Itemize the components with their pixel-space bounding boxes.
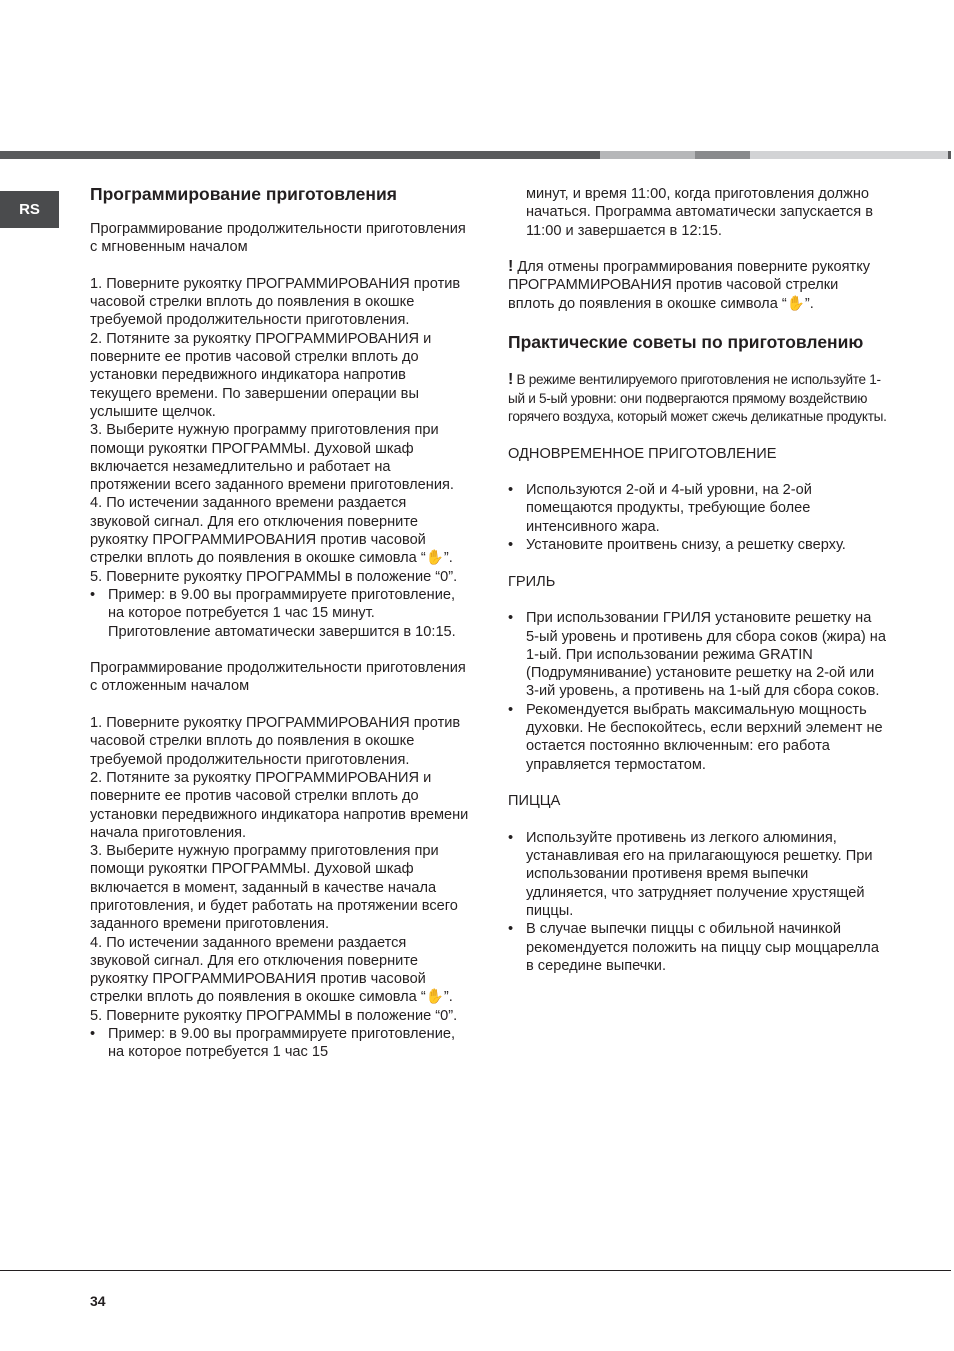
subheading-immediate: Программирование продолжительности приготовления с мгновенным началом (90, 221, 466, 256)
grill-item-2: • Рекомендуется выбрать максимальную мощность духовки. Не беспокойтесь, если верхний элемент не остается постоянно включенным: его работа управляется термостатом. (508, 701, 888, 774)
grill-item-1: • При использовании ГРИЛЯ установите решетку на 5-ый уровень и противень для сбора соков (жира) на 1-ый. При использовании режима GRATIN (Подрумянивание) установите решетку на 2-ой или 3-ий уровень, а противень на 1-ый для сбора соков. (508, 609, 888, 700)
cancel-note-text: Для отмены программирования поверните рукоятку ПРОГРАММИРОВАНИЯ против часовой стрелки вплоть до появления в окошке символа “✋”. (508, 259, 871, 312)
immediate-step-4: 4. По истечении заданного времени раздается звуковой сигнал. Для его отключения поверните рукоятку ПРОГРАММИРОВАНИЯ против часовой стрелки вплоть до появления в окошке симовла “✋”. (90, 495, 453, 567)
header-bar-light-2 (750, 151, 948, 159)
delayed-example-continued: минут, и время 11:00, когда приготовления должно начаться. Программа автоматически запускается в 11:00 и завершается в 12:15. (526, 186, 873, 239)
subheading-delayed: Программирование продолжительности приготовления с отложенным началом (90, 660, 466, 695)
delayed-step-1: 1. Поверните рукоятку ПРОГРАММИРОВАНИЯ против часовой стрелки вплоть до появления в окошке требуемой продолжительности приготовления. (90, 715, 461, 768)
header-bar-light (600, 151, 695, 159)
delayed-example-start: • Пример: в 9.00 вы программируете приготовление, на которое потребуется 1 час 15 (90, 1025, 470, 1062)
right-column (508, 185, 888, 975)
header-bar-mid (695, 151, 750, 159)
pizza-item-2: • В случае выпечки пиццы с обильной начинкой рекомендуется положить на пиццу сыр моццарелла в середине выпечки. (508, 920, 888, 975)
immediate-step-5: 5. Поверните рукоятку ПРОГРАММЫ в положение “0”. (90, 568, 458, 585)
warning-mark: ! (508, 371, 514, 389)
section-title-tips: Практические советы по приготовлению (508, 332, 864, 353)
immediate-example: • Пример: в 9.00 вы программируете приготовление, на которое потребуется 1 час 15 минут. Приготовление автоматически завершится в 10:15. (90, 586, 470, 641)
header-bar-dark (0, 151, 600, 159)
delayed-step-4: 4. По истечении заданного времени раздается звуковой сигнал. Для его отключения поверните рукоятку ПРОГРАММИРОВАНИЯ против часовой стрелки вплоть до появления в окошке симовла “✋”. (90, 934, 453, 1006)
fan-note (508, 371, 888, 426)
warning-mark: ! (508, 258, 514, 276)
immediate-step-2: 2. Потяните за рукоятку ПРОГРАММИРОВАНИЯ и поверните ее против часовой стрелки вплоть до установки передвижного индикатора напротив текущего времени. По завершении операции вы услышите щелчок. (90, 330, 432, 420)
delayed-step-2: 2. Потяните за рукоятку ПРОГРАММИРОВАНИЯ и поверните ее против часовой стрелки вплоть до установки передвижного индикатора напротив времени начала приготовления. (90, 769, 469, 841)
pizza-item-1: • Используйте противень из легкого алюминия, устанавливая его на прилагающуюся решетку. При использовании противеня время выпечки удлиняется, что затрудняет получение хрустящей пиццы. (508, 829, 888, 920)
language-tab: RS (0, 191, 59, 228)
left-column (90, 183, 470, 1062)
grill-heading: ГРИЛЬ (508, 573, 556, 590)
cancel-note (508, 258, 888, 313)
delayed-step-5: 5. Поверните рукоятку ПРОГРАММЫ в положение “0”. (90, 1007, 458, 1024)
page-number: 34 (90, 1293, 106, 1309)
simultaneous-item-2: • Установите проитвень снизу, а решетку сверху. (508, 536, 888, 554)
header-bar-end (948, 151, 951, 159)
immediate-step-3: 3. Выберите нужную программу приготовления при помощи рукоятки ПРОГРАММЫ. Духовой шкаф включается незамедлительно и работает на протяжении всего заданного времени приготовления. (90, 422, 454, 494)
fan-note-text: В режиме вентилируемого приготовления не используйте 1-ый и 5-ый уровни: они подвергаются прямому воздействию горячего воздуха, который может сжечь деликатные продукты. (508, 372, 887, 424)
pizza-heading: ПИЦЦА (508, 793, 561, 810)
simultaneous-heading: ОДНОВРЕМЕННОЕ ПРИГОТОВЛЕНИЕ (508, 445, 777, 462)
simultaneous-item-1: • Используются 2-ой и 4-ый уровни, на 2-ой помещаются продукты, требующие более интенсивного жара. (508, 481, 888, 536)
section-title-programming: Программирование приготовления (90, 184, 397, 204)
delayed-step-3: 3. Выберите нужную программу приготовления при помощи рукоятки ПРОГРАММЫ. Духовой шкаф включается в момент, заданный в качестве начала приготовления, и будет работать на протяжении всего заданного времени приготовления. (90, 843, 458, 933)
immediate-step-1: 1. Поверните рукоятку ПРОГРАММИРОВАНИЯ против часовой стрелки вплоть до появления в окошке требуемой продолжительности приготовления. (90, 275, 461, 329)
footer-divider (0, 1270, 951, 1271)
